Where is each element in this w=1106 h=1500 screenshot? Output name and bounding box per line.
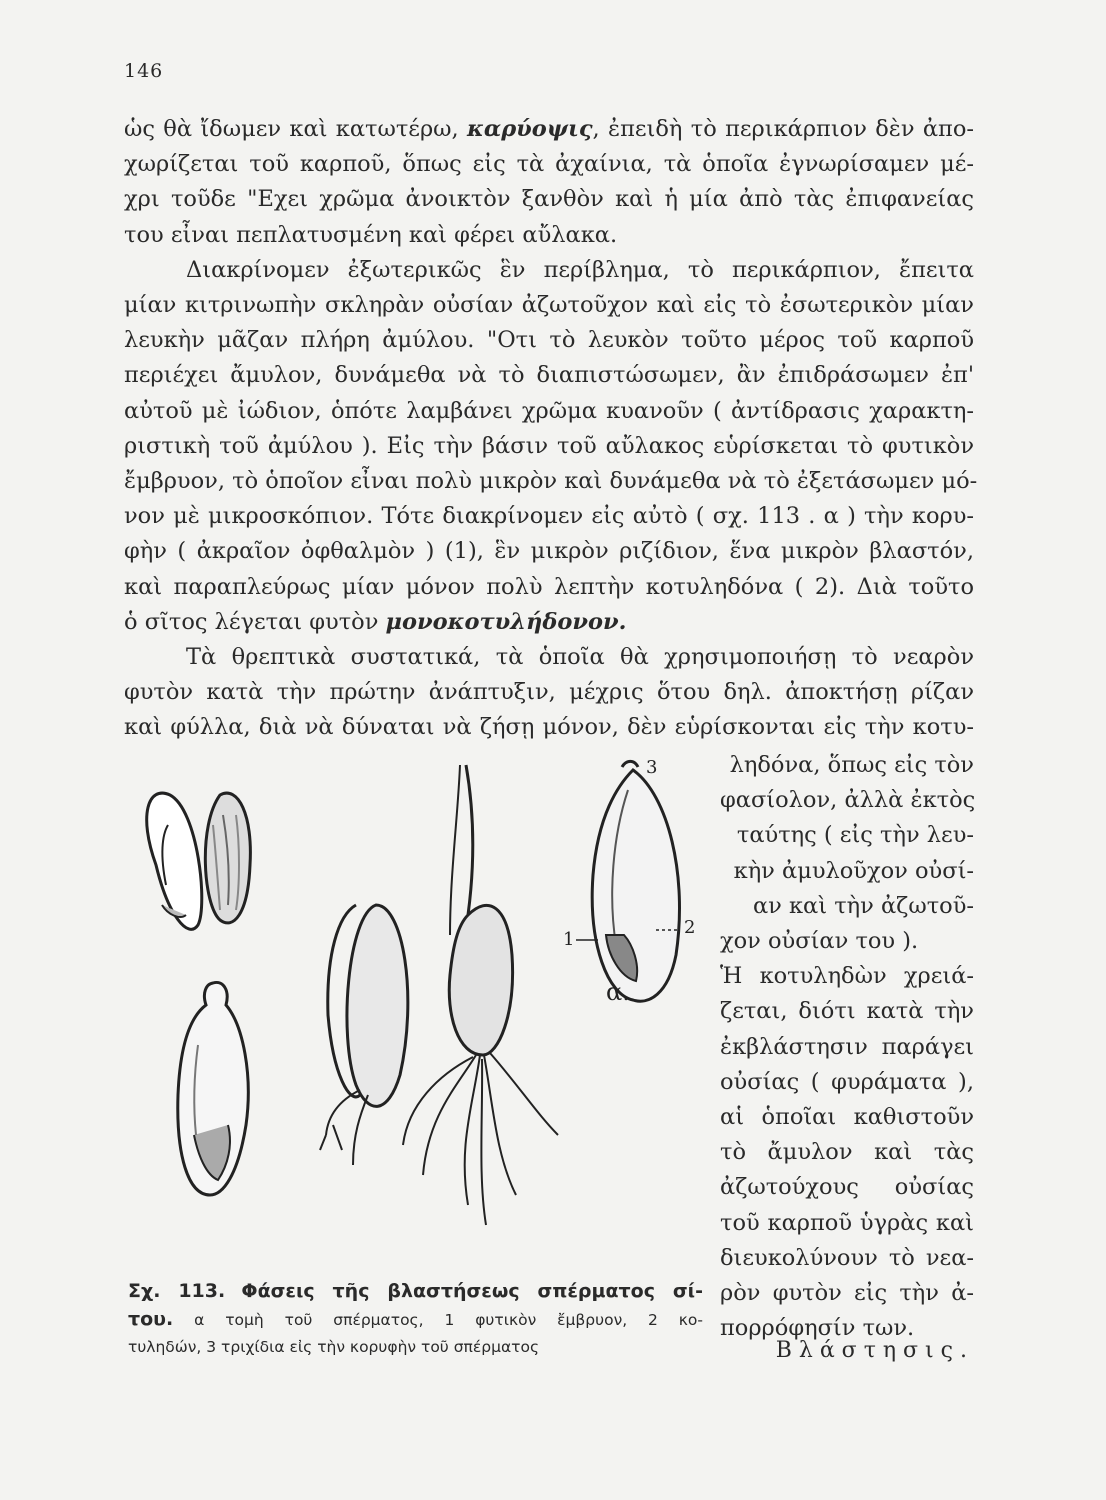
text-segment: ὁ σῖτος λέγεται φυτὸν — [124, 608, 386, 635]
text-line: ζεται, διότι κατὰ τὴν — [720, 998, 974, 1025]
text-line: Διακρίνομεν ἐξωτερικῶς ἓν περίβλημα, τὸ περικάρπιον, ἔπειτα — [186, 256, 974, 283]
text-line: ἐκβλάστησιν παράγει — [720, 1033, 974, 1060]
text-segment: ὡς θὰ ἴδωμεν καὶ κατωτέρω, — [124, 116, 468, 142]
text-line: χωρίζεται τοῦ καρποῦ, ὅπως εἰς τὰ ἀχαίνια, τὰ ὁποῖα ἐγνωρίσαμεν μέ- — [124, 151, 974, 178]
text-segment: , ἐπειδὴ τὸ περικάρπιον δὲν ἀπο- — [592, 116, 974, 142]
text-line: πορρόφησίν των. — [720, 1315, 915, 1342]
figure-label-1: 1 — [563, 929, 575, 950]
figure-label-2: 2 — [684, 917, 696, 938]
seed-drawing — [178, 982, 248, 1195]
text-line: αἱ ὁποῖαι καθιστοῦν — [720, 1104, 974, 1131]
seed-section-drawing — [576, 761, 680, 1001]
text-line: καὶ φύλλα, διὰ νὰ δύναται νὰ ζήσῃ μόνον, δὲν εὑρίσκονται εἰς τὴν κοτυ- — [124, 714, 974, 741]
text-line: λευκὴν μᾶζαν πλήρη ἀμύλου. "Οτι τὸ λευκὸν τοῦτο μέρος τοῦ καρποῦ — [124, 327, 974, 354]
text-line — [124, 605, 974, 640]
text-line: οὐσίας ( φυράματα ), — [720, 1068, 974, 1095]
text-line: ριστικὴ τοῦ ἀμύλου ). Εἰς τὴν βάσιν τοῦ αὔλακος εὑρίσκεται τὸ φυτικὸν — [124, 432, 974, 459]
text-line: κὴν ἀμυλοῦχον οὐσί- — [733, 857, 974, 884]
text-line: αὐτοῦ μὲ ἰώδιον, ὁπότε λαμβάνει χρῶμα κυανοῦν ( ἀντίδρασις χαρακτη- — [124, 397, 974, 424]
text-line: Ἡ κοτυληδὼν χρειά- — [720, 963, 974, 990]
text-line: ταύτης ( εἰς τὴν λευ- — [736, 822, 974, 849]
caption-line: τυληδών, 3 τριχίδια εἰς τὴν κορυφὴν τοῦ σπέρματος — [128, 1338, 540, 1356]
text-line: τὸ ἄμυλον καὶ τὰς — [720, 1139, 974, 1166]
text-line: χρι τοῦδε "Εχει χρῶμα ἀνοικτὸν ξανθὸν καὶ ἡ μία ἀπὸ τὰς ἐπιφανείας — [124, 186, 974, 213]
text-line: καὶ παραπλεύρως μίαν μόνον πολὺ λεπτὴν κοτυληδόνα ( 2). Διὰ τοῦτο — [124, 573, 974, 600]
text-line: διευκολύνουν τὸ νεα- — [720, 1244, 974, 1271]
figure-label-3: 3 — [646, 757, 658, 778]
text-line: Τὰ θρεπτικὰ συστατικά, τὰ ὁποῖα θὰ χρησιμοποιήσῃ τὸ νεαρὸν — [186, 644, 974, 671]
text-line: μίαν κιτρινωπὴν σκληρὰν οὐσίαν ἀζωτοῦχον καὶ εἰς τὸ ἐσωτερικὸν μίαν — [124, 292, 974, 319]
text-line: χον οὐσίαν του ). — [720, 928, 919, 955]
figure-label-a: α. — [606, 978, 630, 1006]
caption-line — [128, 1278, 703, 1306]
italic-term: μονοκοτυλήδονον. — [385, 608, 627, 635]
text-line: του εἶναι πεπλατυσμένη καὶ φέρει αὔλακα. — [124, 221, 618, 248]
wheat-germination-figure — [128, 755, 708, 1275]
sprouting-seed-drawing — [320, 905, 408, 1165]
caption-label: Σχ. 113. — [128, 1280, 226, 1302]
main-text — [124, 112, 978, 746]
italic-term: καρύοψις — [467, 116, 593, 142]
text-line: αν καὶ τὴν ἀζωτοῦ- — [752, 892, 974, 919]
text-line: ρὸν φυτὸν εἰς τὴν ἀ- — [720, 1280, 974, 1307]
caption-text: α τομὴ τοῦ σπέρματος, 1 φυτικὸν ἔμβρυον, 2 κο- — [173, 1311, 703, 1329]
page-number: 146 — [124, 60, 164, 82]
section-title: Βλάστησις. — [775, 1338, 974, 1363]
caption-title: Φάσεις τῆς βλαστήσεως σπέρματος σί- — [241, 1280, 703, 1302]
text-line — [124, 112, 974, 147]
seed-drawing — [205, 793, 250, 923]
text-line: ἔμβρυον, τὸ ὁποῖον εἶναι πολὺ μικρὸν καὶ δυνάμεθα νὰ τὸ ἐξετάσωμεν μό- — [124, 468, 978, 495]
figure-caption — [128, 1278, 703, 1361]
side-column-text — [720, 748, 974, 1346]
text-line: ἀζωτούχους οὐσίας — [720, 1174, 974, 1201]
text-line: φασίολον, ἀλλὰ ἐκτὸς — [720, 787, 976, 814]
seedling-drawing — [403, 765, 558, 1225]
seed-drawing — [147, 793, 202, 929]
text-line: περιέχει ἄμυλον, δυνάμεθα νὰ τὸ διαπιστώσωμεν, ἂν ἐπιδράσωμεν ἐπ' — [124, 362, 974, 389]
caption-title-cont: του. — [128, 1308, 174, 1330]
text-line: νον μὲ μικροσκόπιον. Τότε διακρίνομεν εἰς αὐτὸ ( σχ. 113 . α ) τὴν κορυ- — [124, 503, 974, 530]
caption-line — [128, 1306, 703, 1334]
text-line: τοῦ καρποῦ ὑγρὰς καὶ — [720, 1209, 974, 1236]
text-line: ληδόνα, ὅπως εἰς τὸν — [729, 752, 974, 778]
text-line: φὴν ( ἀκραῖον ὀφθαλμὸν ) (1), ἓν μικρὸν ριζίδιον, ἕνα μικρὸν βλαστόν, — [124, 538, 974, 565]
text-line: φυτὸν κατὰ τὴν πρώτην ἀνάπτυξιν, μέχρις ὅτου δηλ. ἀποκτήσῃ ρίζαν — [124, 679, 974, 706]
